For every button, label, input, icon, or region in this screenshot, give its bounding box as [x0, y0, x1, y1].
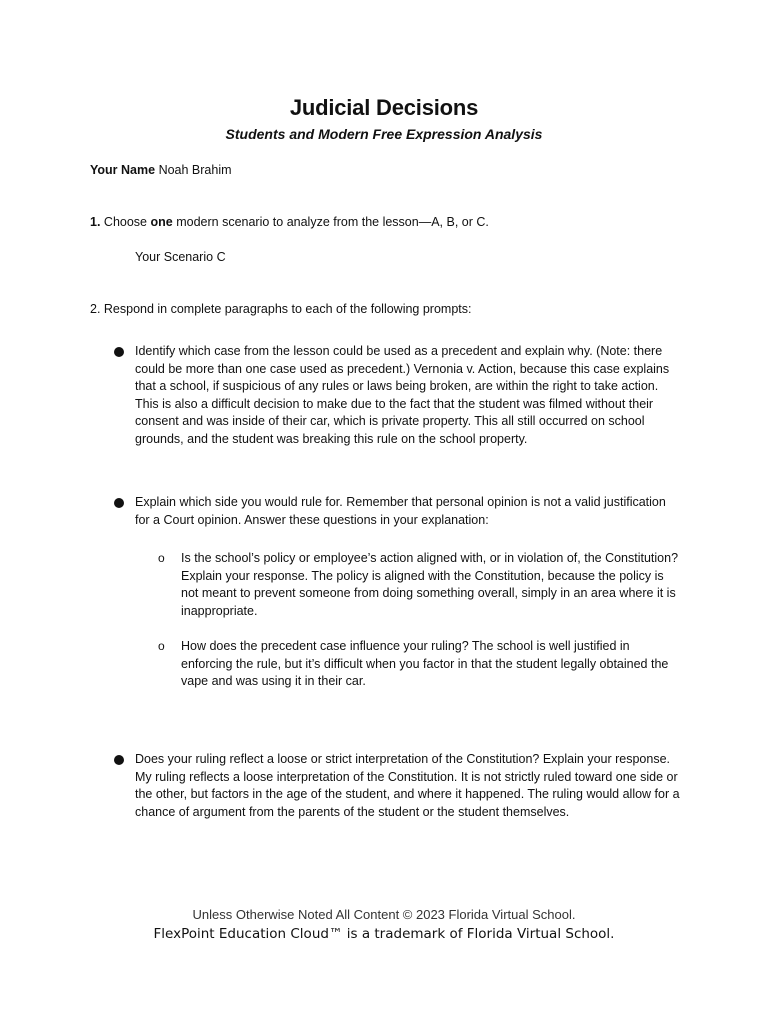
- prompt-1: Identify which case from the lesson could be used as a precedent and explain why. (Note: there could be more than one case used as precedent.) Vernonia v. Action, because this case explains that a school, if suspicious of any rules or laws being broken, are within the right to take action. This is also a difficult decision to make due to the fact that the student was filmed without their consent and was inside of their car, which is private property. This all still occurred on school grounds, and the student was breaking this rule on the school property.: [135, 344, 670, 446]
- prompt-3: Does your ruling reflect a loose or strict interpretation of the Constitution? Explain your response. My ruling reflects a loose interpretation of the Constitution. It is not strictly ruled toward one side or the other, but factors in the age of the student, and where it happened. The ruling would allow for a chance of argument from the parents of the student or the student themselves.: [135, 752, 680, 819]
- name-line: [90, 162, 232, 179]
- sub-bullet-marker: o: [158, 639, 165, 653]
- page-subtitle: Students and Modern Free Expression Analysis: [225, 126, 543, 142]
- question-1: [90, 214, 489, 231]
- prompt-2-sub-2: How does the precedent case influence your ruling? The school is well justified in enforcing the rule, but it’s difficult when you factor in that the student legally obtained the vape and was using it in their car.: [181, 639, 669, 688]
- question-2: 2. Respond in complete paragraphs to each of the following prompts:: [90, 302, 472, 316]
- name-label: Your Name: [90, 163, 156, 177]
- name-value: Noah Brahim: [158, 163, 232, 177]
- question-1-text-before: Choose: [103, 215, 148, 229]
- question-1-emphasis: one: [150, 215, 173, 229]
- trademark-footer: FlexPoint Education Cloud™ is a trademark of Florida Virtual School.: [153, 926, 615, 942]
- question-1-text-after: modern scenario to analyze from the lesson—A, B, or C.: [176, 215, 489, 229]
- page-title: Judicial Decisions: [289, 95, 479, 120]
- scenario-label: Your Scenario: [135, 250, 214, 264]
- bullet-icon: [114, 498, 124, 508]
- scenario-value: C: [216, 250, 226, 264]
- bullet-icon: [114, 755, 124, 765]
- prompt-2: Explain which side you would rule for. Remember that personal opinion is not a valid justification for a Court opinion. Answer these questions in your explanation:: [135, 495, 666, 527]
- copyright-footer: Unless Otherwise Noted All Content © 2023 Florida Virtual School.: [192, 907, 576, 922]
- bullet-icon: [114, 347, 124, 357]
- prompt-2-sub-1: Is the school’s policy or employee’s action aligned with, or in violation of, the Constitution? Explain your response. The policy is aligned with the Constitution, because the policy is not meant to prevent someone from doing something overall, simply in an area where it is inappropriate.: [181, 551, 679, 618]
- sub-bullet-marker: o: [158, 551, 165, 565]
- question-1-number: 1.: [90, 215, 101, 229]
- scenario-line: [135, 249, 226, 266]
